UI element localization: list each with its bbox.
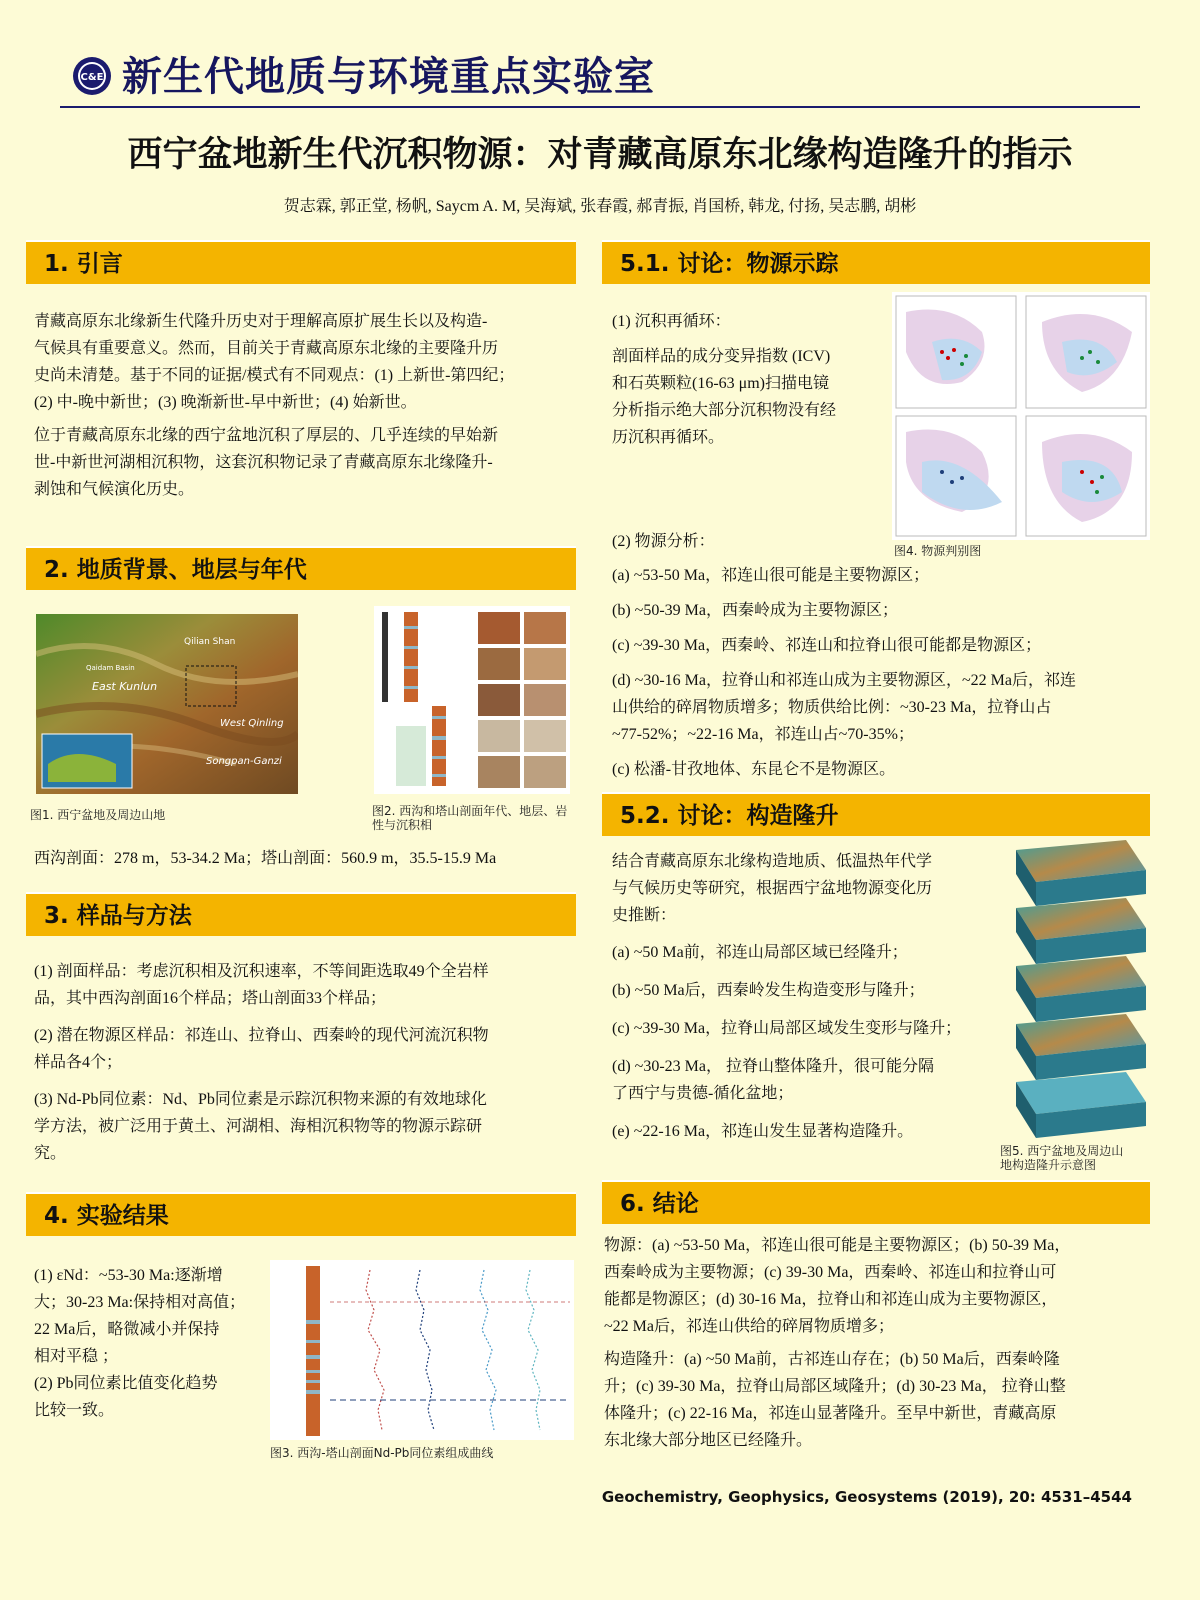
conclusion-p1-line: 能都是物源区；(d) 30-16 Ma，拉脊山和祁连山成为主要物源区， [604,1291,1058,1308]
uplift-intro [612,848,1012,929]
section-heading-intro: 1. 引言 [26,240,576,284]
intro-p1-line: 史尚未清楚。基于不同的证据/模式有不同观点：(1) 上新世-第四纪； [34,367,515,384]
methods-item-line: 学方法，被广泛用于黄土、河湖相、海相沉积物等的物源示踪研 [34,1118,483,1135]
intro-p1-line: 青藏高原东北缘新生代隆升历史对于理解高原扩展生长以及构造- [34,313,488,330]
provenance-item [612,667,1152,748]
author-list: 贺志霖, 郭正堂, 杨帆, Saycm A. M, 吴海斌, 张春霞, 郝青振, 肖国桥, 韩龙, 付扬, 吴志鹏, 胡彬 [283,198,917,215]
results-line: (2) Pb同位素比值变化趋势 [34,1375,218,1392]
figure-5-caption-line-2: 地构造隆升示意图 [1000,1158,1097,1172]
methods-item-line: 样品各4个； [34,1054,123,1071]
uplift-item [612,939,1012,966]
figure-1-map [36,614,298,794]
uplift-item-line: (a) ~50 Ma前，祁连山局部区域已经隆升； [612,944,908,961]
provenance-item-line: (c) ~39-30 Ma，西秦岭、祁连山和拉脊山很可能都是物源区； [612,637,1042,654]
section-heading-conclusion: 6. 结论 [602,1180,1150,1224]
provenance-item-line: (a) ~53-50 Ma，祁连山很可能是主要物源区； [612,567,930,584]
intro-p1-line: (2) 中-晚中新世；(3) 晚渐新世-早中新世；(4) 始新世。 [34,394,417,411]
section-heading-methods: 3. 样品与方法 [26,892,576,936]
section-thickness-note: 西沟剖面：278 m，53-34.2 Ma；塔山剖面：560.9 m，35.5-15.9 Ma [34,850,497,867]
results-line: 相对平稳 ； [34,1348,119,1365]
methods-item [34,958,574,1012]
figure-2-caption: 图2. 西沟和塔山剖面年代、地层、岩性与沉积相 [372,804,568,832]
methods-item-line: (2) 潜在物源区样品：祁连山、拉脊山、西秦岭的现代河流沉积物 [34,1027,489,1044]
conclusion-p1-line: ~22 Ma后，祁连山供给的碎屑物质增多； [604,1318,894,1335]
recycling-text [612,308,888,451]
uplift-item [612,1053,1012,1107]
uplift-item-line: (b) ~50 Ma后，西秦岭发生构造变形与隆升； [612,982,925,999]
intro-p2-line: 位于青藏高原东北缘的西宁盆地沉积了厚层的、几乎连续的早始新 [34,427,499,444]
conclusion-p2-line: 东北缘大部分地区已经隆升。 [604,1432,813,1449]
intro-paragraph-1 [34,308,574,416]
figure-1-caption: 图1. 西宁盆地及周边山地 [30,808,166,822]
conclusion-p2-line: 构造隆升：(a) ~50 Ma前，古祁连山存在；(b) 50 Ma后，西秦岭隆 [604,1351,1060,1368]
intro-p1-line: 气候具有重要意义。然而，目前关于青藏高原东北缘的主要隆升历 [34,340,499,357]
provenance-item [612,597,1152,624]
uplift-item-line: 了西宁与贵德-循化盆地； [612,1085,794,1102]
citation-footer: Geochemistry, Geophysics, Geosystems (2019), 20: 4531–4544 [601,1488,1132,1506]
poster-title: 西宁盆地新生代沉积物源：对青藏高原东北缘构造隆升的指示 [127,135,1073,175]
conclusion-uplift [604,1346,1152,1454]
conclusion-provenance [604,1232,1152,1340]
lab-logo [72,56,112,96]
uplift-intro-line: 结合青藏高原东北缘构造地质、低温热年代学 [612,853,933,870]
section-heading-provenance: 5.1. 讨论：物源示踪 [602,240,1150,284]
conclusion-p2-line: 升；(c) 39-30 Ma，拉脊山局部区域隆升；(d) 30-23 Ma， 拉脊山整 [604,1378,1066,1395]
recycling-body [612,343,888,451]
map-label-songpan: Songpan-Ganzi [206,756,282,767]
methods-item-line: 究。 [34,1145,67,1162]
results-line: 比较一致。 [34,1402,115,1419]
uplift-item [612,1015,1012,1042]
figure-5-caption [1000,1144,1160,1172]
uplift-item [612,977,1012,1004]
recycling-line: 和石英颗粒(16-63 μm)扫描电镜 [612,375,830,392]
figure-5-caption-line-1: 图5. 西宁盆地及周边山 [1000,1144,1124,1158]
lab-name: 新生代地质与环境重点实验室 [122,53,655,100]
figure-4-discrimination-plots [892,292,1150,540]
results-text [34,1262,274,1424]
methods-item [34,1022,574,1076]
methods-item-line: (3) Nd-Pb同位素：Nd、Pb同位素是示踪沉积物来源的有效地球化 [34,1091,487,1108]
uplift-intro-line: 史推断： [612,907,677,924]
provenance-item [612,562,1152,589]
methods-item [34,1086,574,1167]
uplift-text [612,848,1012,1156]
provenance-list [612,562,1152,791]
methods-item-line: (1) 剖面样品：考虑沉积相及沉积速率，不等间距选取49个全岩样 [34,963,489,980]
recycling-line: 历沉积再循环。 [612,429,725,446]
provenance-item-line: (c) 松潘-甘孜地体、东昆仑不是物源区。 [612,761,896,778]
conclusion-text [604,1232,1152,1460]
conclusion-p1-line: 西秦岭成为主要物源；(c) 39-30 Ma，西秦岭、祁连山和拉脊山可 [604,1264,1057,1281]
uplift-item-line: (e) ~22-16 Ma，祁连山发生显著构造隆升。 [612,1123,914,1140]
uplift-intro-line: 与气候历史等研究，根据西宁盆地物源变化历 [612,880,933,897]
methods-item-line: 品，其中西沟剖面16个样品；塔山剖面33个样品； [34,990,387,1007]
conclusion-p1-line: 物源：(a) ~53-50 Ma，祁连山很可能是主要物源区；(b) 50-39 Ma， [604,1237,1071,1254]
intro-text [34,308,574,509]
header-divider [60,106,1140,108]
uplift-item [612,1118,1012,1145]
provenance-item-line: (d) ~30-16 Ma，拉脊山和祁连山成为主要物源区，~22 Ma后，祁连 [612,672,1076,689]
intro-paragraph-2 [34,422,574,503]
figure-3-isotope-curves [270,1260,574,1440]
recycling-line: 分析指示绝大部分沉积物没有经 [612,402,837,419]
map-label-qilian: Qilian Shan [184,637,236,647]
provenance-item-line: 山供给的碎屑物质增多；物质供给比例：~30-23 Ma，拉脊山占 [612,699,1052,716]
map-label-east-kunlun: East Kunlun [92,680,158,693]
intro-p2-line: 剥蚀和气候演化历史。 [34,481,195,498]
provenance-item-line: (b) ~50-39 Ma，西秦岭成为主要物源区； [612,602,898,619]
provenance-item [612,632,1152,659]
figure-4-caption: 图4. 物源判别图 [894,544,982,558]
figure-5-uplift-blocks [1006,840,1150,1140]
provenance-item-line: ~77-52%；~22-16 Ma，祁连山占~70-35%； [612,726,914,743]
section-heading-results: 4. 实验结果 [26,1192,576,1236]
logo-text: C&E [80,72,104,83]
recycling-line: 剖面样品的成分变异指数 (ICV) [612,348,831,365]
results-line: 22 Ma后，略微减小并保持 [34,1321,220,1338]
map-label-qaidam: Qaidam Basin [86,664,135,672]
figure-3-caption: 图3. 西沟-塔山剖面Nd-Pb同位素组成曲线 [270,1446,494,1460]
intro-p2-line: 世-中新世河湖相沉积物，这套沉积物记录了青藏高原东北缘隆升- [34,454,493,471]
methods-list [34,958,574,1177]
results-line: 大；30-23 Ma:保持相对高值； [34,1294,246,1311]
recycling-title: (1) 沉积再循环： [612,313,731,330]
results-line: (1) εNd：~53-30 Ma:逐渐增 [34,1267,223,1284]
provenance-item [612,756,1152,783]
uplift-item-line: (d) ~30-23 Ma， 拉脊山整体隆升，很可能分隔 [612,1058,934,1075]
conclusion-p2-line: 体隆升；(c) 22-16 Ma，祁连山显著隆升。至早中新世，青藏高原 [604,1405,1057,1422]
section-heading-uplift: 5.2. 讨论：构造隆升 [602,792,1150,836]
provenance-title: (2) 物源分析： [612,533,715,550]
figure-2-sections [374,606,570,794]
section-heading-geology: 2. 地质背景、地层与年代 [26,546,576,590]
uplift-list [612,939,1012,1145]
map-label-west-qinling: West Qinling [220,718,284,729]
uplift-item-line: (c) ~39-30 Ma，拉脊山局部区域发生变形与隆升； [612,1020,962,1037]
